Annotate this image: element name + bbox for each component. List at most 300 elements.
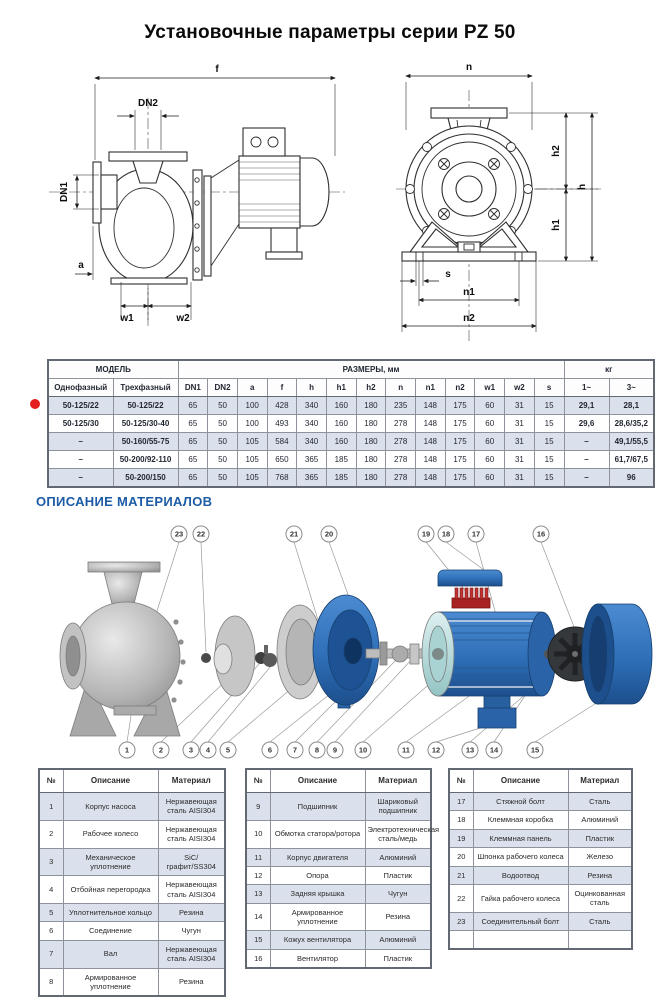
dim-table-cell: 105 <box>237 451 267 469</box>
materials-cell: 12 <box>246 866 270 884</box>
materials-row <box>246 903 431 931</box>
materials-cell: 19 <box>449 829 473 847</box>
materials-cell: Чугун <box>365 885 431 903</box>
rim-bolt <box>524 185 533 194</box>
materials-cell: Оцинкованная сталь <box>568 884 632 912</box>
group-header-model: МОДЕЛЬ <box>48 360 178 379</box>
dim-table-cell: 31 <box>505 469 535 488</box>
dim-table-cell: 60 <box>475 415 505 433</box>
materials-row <box>246 793 431 821</box>
adapter-ring <box>204 176 211 276</box>
dim-col-header: a <box>237 379 267 397</box>
dim-table-cell: 28,1 <box>609 397 654 415</box>
materials-col-header: Материал <box>365 769 431 793</box>
dim-table-cell: 65 <box>178 433 208 451</box>
materials-cell: 15 <box>246 931 270 949</box>
rim-bolt <box>406 185 415 194</box>
dim-table-cell: 105 <box>237 469 267 488</box>
materials-header-row <box>39 769 225 793</box>
materials-row <box>246 848 431 866</box>
materials-cell: 16 <box>246 949 270 968</box>
materials-cell: Армированное уплотнение <box>63 968 158 996</box>
svg-text:18: 18 <box>441 529 451 539</box>
materials-cell: 20 <box>449 848 473 866</box>
svg-text:9: 9 <box>332 745 338 755</box>
dim-table-cell: 50 <box>208 469 238 488</box>
materials-row <box>449 829 632 847</box>
dim-table-cell: 493 <box>267 415 297 433</box>
materials-cell: 2 <box>39 820 63 848</box>
dim-table-cell: 29,1 <box>564 397 609 415</box>
materials-col-header: Материал <box>568 769 632 793</box>
dim-col-header: h2 <box>356 379 386 397</box>
pump-casing-part <box>60 562 186 736</box>
dim-table-cell: 175 <box>445 433 475 451</box>
dim-table-cell: 584 <box>267 433 297 451</box>
dim-table-cell: 50-125/30 <box>48 415 113 433</box>
front-view-drawing <box>386 56 654 351</box>
dim-label-n: n <box>465 62 473 73</box>
discharge-flange <box>109 152 187 161</box>
materials-cell: Нержавеющая сталь AISI304 <box>158 940 225 968</box>
dim-table-cell: 61,7/67,5 <box>609 451 654 469</box>
dim-label-s: s <box>445 269 451 280</box>
dim-table-cell: 160 <box>326 433 356 451</box>
materials-cell: 5 <box>39 904 63 922</box>
materials-cell: Чугун <box>158 922 225 940</box>
materials-cell: Клеммная панель <box>473 829 568 847</box>
dim-label-h2: h2 <box>551 145 562 157</box>
dim-table-cell: – <box>48 451 113 469</box>
materials-cell: 6 <box>39 922 63 940</box>
svg-text:1: 1 <box>124 745 130 755</box>
materials-row <box>246 931 431 949</box>
materials-cell: Резина <box>365 903 431 931</box>
dimensions-table <box>47 359 655 488</box>
svg-text:12: 12 <box>431 745 441 755</box>
dim-table-cell: 180 <box>356 415 386 433</box>
materials-cell: Шариковый подшипник <box>365 793 431 821</box>
materials-cell: Соединение <box>63 922 158 940</box>
flange-bolt <box>195 268 199 272</box>
dim-table-cell: 60 <box>475 397 505 415</box>
base-center-detail <box>458 242 480 252</box>
materials-cell: 1 <box>39 793 63 821</box>
adapter-strut <box>211 224 239 266</box>
dim-table-cell: 180 <box>356 451 386 469</box>
selected-model-marker <box>30 399 40 409</box>
materials-row <box>449 811 632 829</box>
hub <box>456 176 482 202</box>
materials-cell: Алюминий <box>365 931 431 949</box>
suction-pipe <box>101 175 117 209</box>
motor-foot-pad <box>266 252 302 259</box>
svg-text:22: 22 <box>196 529 206 539</box>
dim-col-header: n2 <box>445 379 475 397</box>
materials-cell: 17 <box>449 793 473 811</box>
materials-cell: 3 <box>39 848 63 876</box>
dim-table-cell: – <box>48 433 113 451</box>
dim-label-a: a <box>78 260 84 271</box>
dim-label-f: f <box>215 64 219 75</box>
materials-cell: 10 <box>246 820 270 848</box>
materials-cell: Сталь <box>568 793 632 811</box>
dim-table-cell: – <box>48 469 113 488</box>
svg-text:10: 10 <box>358 745 368 755</box>
materials-row <box>39 922 225 940</box>
dim-col-header: DN2 <box>208 379 238 397</box>
dim-group-header-row <box>48 360 654 379</box>
materials-cell <box>473 931 568 950</box>
dim-table-cell: 50 <box>208 451 238 469</box>
materials-row <box>449 866 632 884</box>
materials-cell: Пластик <box>568 829 632 847</box>
materials-tables <box>38 768 633 997</box>
fan-cowl-part <box>582 604 652 704</box>
materials-cell: 21 <box>449 866 473 884</box>
svg-text:4: 4 <box>205 745 211 755</box>
motor-body <box>239 156 300 228</box>
motor-end-cap <box>300 158 329 226</box>
materials-cell: 7 <box>39 940 63 968</box>
dim-table-cell: 60 <box>475 469 505 488</box>
materials-row <box>246 885 431 903</box>
group-header-weight: кг <box>564 360 654 379</box>
dim-table-cell: 15 <box>534 433 564 451</box>
dim-table-cell: 31 <box>505 451 535 469</box>
materials-cell: 11 <box>246 848 270 866</box>
materials-row <box>449 931 632 950</box>
materials-cell: Соединительный болт <box>473 912 568 930</box>
rim-bolt <box>507 143 516 152</box>
dim-col-header: 3~ <box>609 379 654 397</box>
materials-cell: Сталь <box>568 912 632 930</box>
dim-col-header: DN1 <box>178 379 208 397</box>
materials-row <box>246 949 431 968</box>
materials-table-1 <box>38 768 226 997</box>
dim-table-cell: 60 <box>475 451 505 469</box>
materials-row <box>39 876 225 904</box>
materials-cell: Армированное уплотнение <box>270 903 365 931</box>
group-header-sizes: РАЗМЕРЫ, мм <box>178 360 564 379</box>
dim-table-cell: 650 <box>267 451 297 469</box>
dim-table-cell: 15 <box>534 451 564 469</box>
materials-cell: Железо <box>568 848 632 866</box>
suction-flange <box>93 162 101 223</box>
dim-table-cell: 340 <box>297 397 327 415</box>
materials-col-header: Описание <box>270 769 365 793</box>
dim-table-cell: 65 <box>178 451 208 469</box>
dim-table-cell: – <box>564 451 609 469</box>
dim-table-cell: 340 <box>297 433 327 451</box>
dim-col-header: h1 <box>326 379 356 397</box>
callout-22 <box>193 526 209 652</box>
dim-col-header: n <box>386 379 416 397</box>
materials-cell: Обмотка статора/ротора <box>270 820 365 848</box>
base-plate <box>402 252 536 261</box>
materials-header-row <box>449 769 632 793</box>
svg-text:17: 17 <box>471 529 481 539</box>
dim-col-header-row <box>48 379 654 397</box>
materials-cell: Кожух вентилятора <box>270 931 365 949</box>
materials-cell: Отбойная перегородка <box>63 876 158 904</box>
page-title: Установочные параметры серии PZ 50 <box>144 22 516 43</box>
dim-label-w2: w2 <box>176 313 190 324</box>
dim-table-cell: 31 <box>505 397 535 415</box>
dim-table-cell: 428 <box>267 397 297 415</box>
dim-col-header: Однофазный <box>48 379 113 397</box>
materials-cell: Электротехническая сталь/медь <box>365 820 431 848</box>
dim-table-cell: 278 <box>386 433 416 451</box>
dim-table-row <box>48 433 654 451</box>
materials-cell: Уплотнительное кольцо <box>63 904 158 922</box>
svg-text:3: 3 <box>188 745 194 755</box>
flange-bolt <box>195 224 199 228</box>
dim-label-w1: w1 <box>120 313 134 324</box>
materials-cell <box>568 931 632 950</box>
dim-table-cell: 160 <box>326 397 356 415</box>
dim-table-cell: 15 <box>534 469 564 488</box>
materials-col-header: Материал <box>158 769 225 793</box>
top-flange-plate <box>431 108 507 118</box>
svg-text:14: 14 <box>489 745 499 755</box>
dim-table-cell: 65 <box>178 415 208 433</box>
dim-table-cell: 278 <box>386 469 416 488</box>
dim-col-header: h <box>297 379 327 397</box>
materials-cell: Водоотвод <box>473 866 568 884</box>
dim-table-cell: 50 <box>208 433 238 451</box>
materials-cell: Шпонка рабочего колеса <box>473 848 568 866</box>
materials-cell: Опора <box>270 866 365 884</box>
materials-cell: Нержавеющая сталь AISI304 <box>158 793 225 821</box>
dim-table-cell: 15 <box>534 415 564 433</box>
materials-cell: Алюминий <box>365 848 431 866</box>
materials-row <box>39 820 225 848</box>
svg-text:13: 13 <box>465 745 475 755</box>
dim-label-n1: n1 <box>463 287 475 298</box>
svg-text:6: 6 <box>267 745 273 755</box>
terminal-box <box>243 128 285 156</box>
dim-col-header: 1~ <box>564 379 609 397</box>
materials-cell: Пластик <box>365 949 431 968</box>
dim-table-cell: 148 <box>416 415 446 433</box>
dim-table-cell: 50-200/92-110 <box>113 451 178 469</box>
dim-table-cell: 96 <box>609 469 654 488</box>
dim-table-row <box>48 469 654 488</box>
materials-cell: Гайка рабочего колеса <box>473 884 568 912</box>
materials-cell: Нержавеющая сталь AISI304 <box>158 876 225 904</box>
rim-bolt <box>423 143 432 152</box>
dim-table-cell: 50-125/22 <box>113 397 178 415</box>
exploded-view-diagram <box>28 518 660 766</box>
materials-table-3 <box>448 768 633 950</box>
materials-row <box>39 940 225 968</box>
dim-table-cell: 29,6 <box>564 415 609 433</box>
dim-table-cell: 148 <box>416 451 446 469</box>
materials-heading: ОПИСАНИЕ МАТЕРИАЛОВ <box>36 494 213 509</box>
materials-cell: Резина <box>158 968 225 996</box>
dim-table-cell: 49,1/55,5 <box>609 433 654 451</box>
materials-header-row <box>246 769 431 793</box>
materials-cell: 22 <box>449 884 473 912</box>
dim-table-row <box>48 397 654 415</box>
materials-cell: Стяжной болт <box>473 793 568 811</box>
motor-part <box>422 570 556 728</box>
dim-table-cell: – <box>564 433 609 451</box>
materials-cell: Вентилятор <box>270 949 365 968</box>
materials-cell: 14 <box>246 903 270 931</box>
dim-table-rows <box>48 397 654 488</box>
dim-table-cell: 365 <box>297 451 327 469</box>
dim-table-cell: 148 <box>416 469 446 488</box>
dim-table-cell: 60 <box>475 433 505 451</box>
materials-cell: Механическое уплотнение <box>63 848 158 876</box>
dim-table-cell: 175 <box>445 469 475 488</box>
dim-table-cell: 235 <box>386 397 416 415</box>
materials-col-header: № <box>449 769 473 793</box>
svg-text:20: 20 <box>324 529 334 539</box>
dim-table-cell: 50-125/30-40 <box>113 415 178 433</box>
materials-cell: 9 <box>246 793 270 821</box>
dim-label-dn2: DN2 <box>137 98 159 109</box>
dim-table-cell: 180 <box>356 433 386 451</box>
dim-table-cell: 175 <box>445 451 475 469</box>
dim-table-cell: 65 <box>178 469 208 488</box>
materials-cell: 18 <box>449 811 473 829</box>
terminal-screw <box>251 137 261 147</box>
materials-row <box>449 912 632 930</box>
dim-col-header: w1 <box>475 379 505 397</box>
dim-table-cell: 148 <box>416 397 446 415</box>
dim-table-cell: 175 <box>445 415 475 433</box>
dim-table-cell: 185 <box>326 469 356 488</box>
materials-cell: 4 <box>39 876 63 904</box>
dim-label-dn1: DN1 <box>59 181 70 203</box>
materials-cell: Корпус двигателя <box>270 848 365 866</box>
materials-col-header: Описание <box>473 769 568 793</box>
materials-cell: Клеммная коробка <box>473 811 568 829</box>
dim-label-h: h <box>577 183 588 191</box>
dim-table-cell: 15 <box>534 397 564 415</box>
materials-cell: 13 <box>246 885 270 903</box>
materials-cell: 23 <box>449 912 473 930</box>
dim-table-cell: 175 <box>445 397 475 415</box>
dim-table-cell: 28,6/35,2 <box>609 415 654 433</box>
dim-col-header: f <box>267 379 297 397</box>
dim-table-cell: 100 <box>237 415 267 433</box>
dim-table-cell: 148 <box>416 433 446 451</box>
dim-table-cell: 31 <box>505 415 535 433</box>
dim-col-header: s <box>534 379 564 397</box>
adapter-strut <box>211 160 239 178</box>
dim-table-cell: 50-125/22 <box>48 397 113 415</box>
materials-cell: Корпус насоса <box>63 793 158 821</box>
materials-col-header: № <box>39 769 63 793</box>
materials-cell: Вал <box>63 940 158 968</box>
materials-cell: Подшипник <box>270 793 365 821</box>
materials-cell <box>449 931 473 950</box>
dim-table-cell: 50 <box>208 415 238 433</box>
materials-table-2 <box>245 768 440 969</box>
materials-row <box>39 904 225 922</box>
pump-base <box>111 278 187 284</box>
dim-table-cell: 180 <box>356 397 386 415</box>
materials-row <box>39 968 225 996</box>
materials-row <box>449 793 632 811</box>
materials-row <box>246 820 431 848</box>
dim-table-cell: 50-160/55-75 <box>113 433 178 451</box>
terminal-screw <box>268 137 278 147</box>
materials-cell: Нержавеющая сталь AISI304 <box>158 820 225 848</box>
dim-table-cell: 768 <box>267 469 297 488</box>
materials-row <box>449 848 632 866</box>
dim-table-cell: 180 <box>356 469 386 488</box>
dim-label-h1: h1 <box>551 219 562 231</box>
svg-text:11: 11 <box>402 745 410 755</box>
dim-table-cell: 50-200/150 <box>113 469 178 488</box>
dim-table-cell: 100 <box>237 397 267 415</box>
svg-text:7: 7 <box>292 745 298 755</box>
dim-table-cell: – <box>564 469 609 488</box>
materials-col-header: Описание <box>63 769 158 793</box>
dim-table-cell: 105 <box>237 433 267 451</box>
dim-table-cell: 278 <box>386 451 416 469</box>
materials-cell: Резина <box>568 866 632 884</box>
dim-table-row <box>48 415 654 433</box>
dim-col-header: n1 <box>416 379 446 397</box>
svg-text:23: 23 <box>174 529 184 539</box>
svg-text:15: 15 <box>530 745 540 755</box>
materials-cell: 8 <box>39 968 63 996</box>
materials-row <box>449 884 632 912</box>
svg-text:21: 21 <box>289 529 299 539</box>
materials-row <box>39 848 225 876</box>
materials-cell: Пластик <box>365 866 431 884</box>
materials-row <box>39 793 225 821</box>
svg-text:16: 16 <box>536 529 546 539</box>
materials-cell: SiC/графит/SS304 <box>158 848 225 876</box>
dim-col-header: w2 <box>505 379 535 397</box>
materials-cell: Резина <box>158 904 225 922</box>
dim-table-cell: 65 <box>178 397 208 415</box>
dim-table-cell: 340 <box>297 415 327 433</box>
dim-table-cell: 31 <box>505 433 535 451</box>
dim-table-cell: 160 <box>326 415 356 433</box>
flange-bolt <box>195 201 199 205</box>
materials-cell: Задняя крышка <box>270 885 365 903</box>
dim-table-cell: 278 <box>386 415 416 433</box>
side-view-drawing <box>43 56 350 351</box>
svg-text:19: 19 <box>421 529 431 539</box>
svg-text:2: 2 <box>158 745 164 755</box>
impeller-part <box>201 616 255 696</box>
motor-foot <box>271 228 297 252</box>
dim-col-header: Трехфазный <box>113 379 178 397</box>
materials-row <box>246 866 431 884</box>
dim-table-cell: 50 <box>208 397 238 415</box>
dim-label-n2: n2 <box>463 313 475 324</box>
flange-bolt <box>195 178 199 182</box>
callout-23 <box>156 526 187 614</box>
mechanical-seal-part <box>255 645 277 667</box>
dim-table-cell: 365 <box>297 469 327 488</box>
dim-table-cell: 185 <box>326 451 356 469</box>
svg-text:5: 5 <box>225 745 231 755</box>
flange-bolt <box>195 247 199 251</box>
dim-table-row <box>48 451 654 469</box>
materials-cell: Рабочее колесо <box>63 820 158 848</box>
svg-text:8: 8 <box>314 745 320 755</box>
